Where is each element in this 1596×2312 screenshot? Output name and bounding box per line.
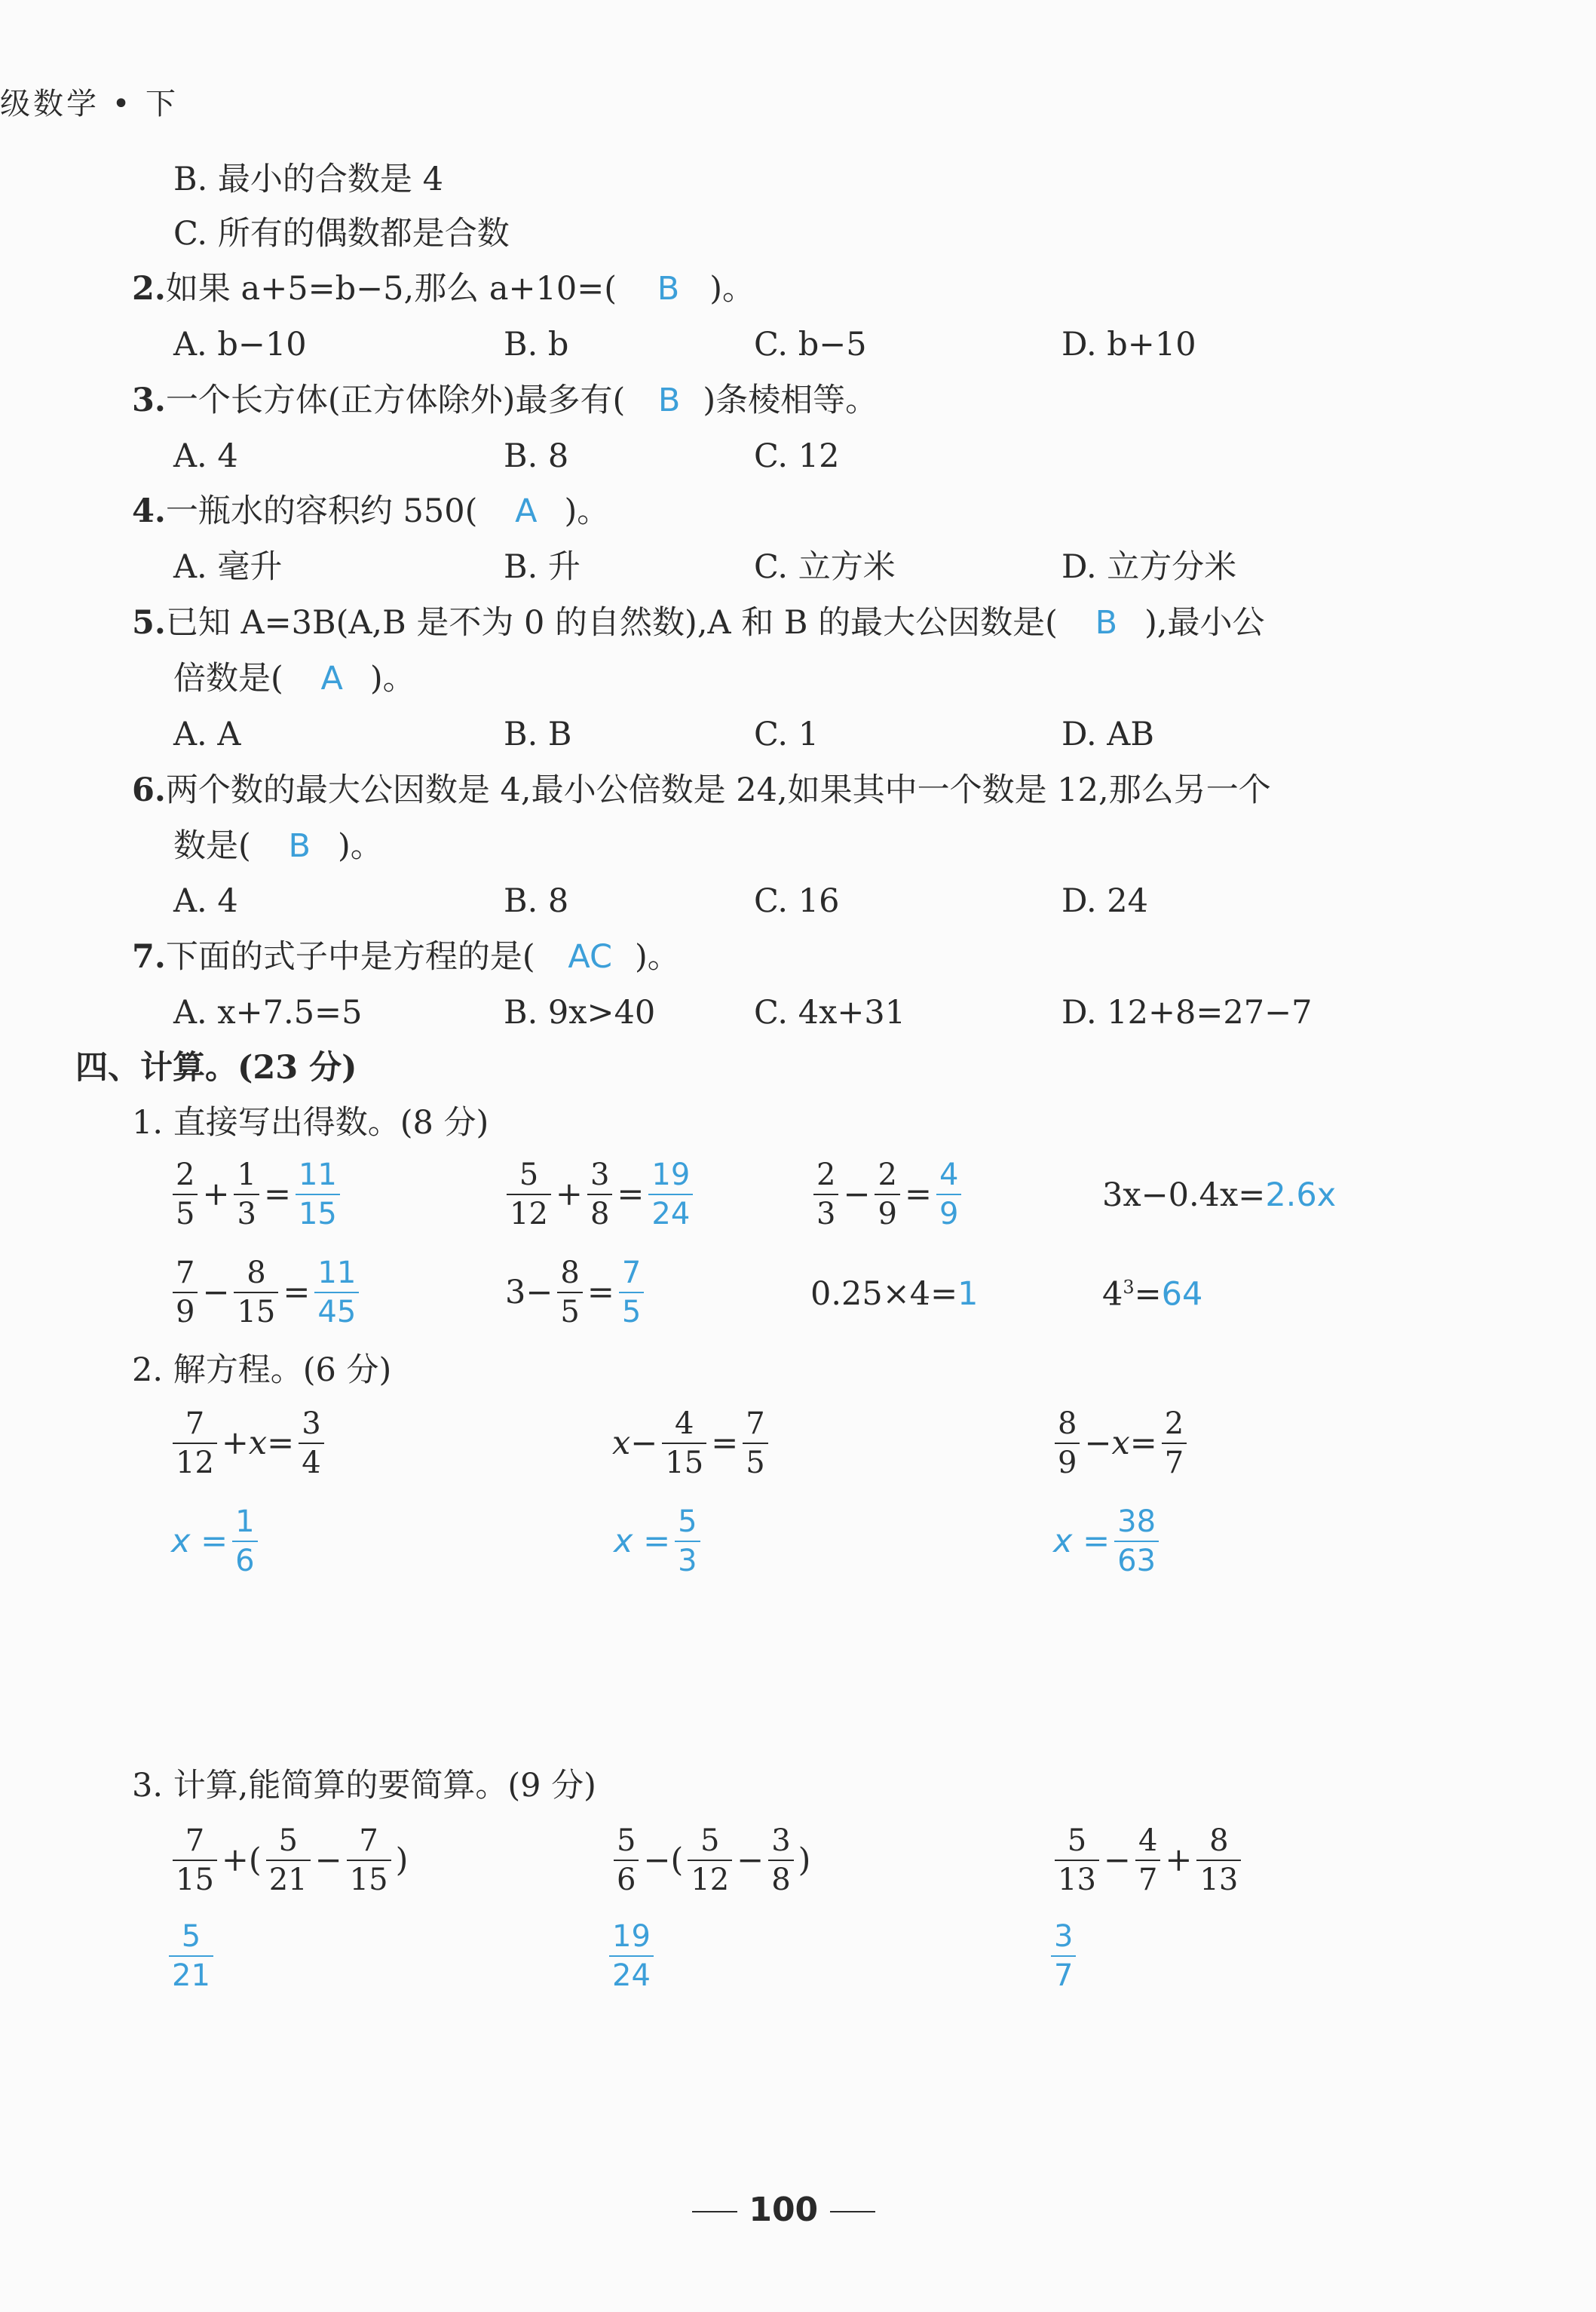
question-5-line2: 倍数是( A )。 <box>173 660 415 698</box>
page-number: 100 <box>692 2191 875 2229</box>
q4-option-c: C. 立方米 <box>754 548 896 586</box>
equation-1-answer: x = $\frac{1}{6}$ <box>170 1504 261 1578</box>
answer-q7: AC <box>568 938 613 976</box>
answer-q2: B <box>657 270 680 308</box>
calc-1-8: $4^3=64$ <box>1102 1275 1203 1314</box>
part-1-title: 1. 直接写出得数。(8 分) <box>132 1104 489 1142</box>
calc-1-1: $\frac{2}{5}$ + $\frac{1}{3}$ = $\frac{11}{15}$ <box>170 1158 343 1231</box>
equation-3: $\frac{8}{9}$ −x= $\frac{2}{7}$ <box>1052 1406 1190 1480</box>
answer-q4: A <box>515 492 538 530</box>
equation-2: x− $\frac{4}{15}$ = $\frac{7}{5}$ <box>611 1406 771 1480</box>
answer-q6: B <box>288 827 311 865</box>
q4-option-b: B. 升 <box>504 548 581 586</box>
question-6-line2: 数是( B )。 <box>173 827 383 865</box>
calc-1-2: $\frac{5}{12}$ + $\frac{3}{8}$ = $\frac{19}{24}$ <box>504 1158 696 1231</box>
q1-option-b: B. 最小的合数是 4 <box>173 161 443 198</box>
question-5: 5.已知 A=3B(A,B 是不为 0 的自然数),A 和 B 的最大公因数是( B ),最小公 <box>132 604 1265 642</box>
part-3-title: 3. 计算,能简算的要简算。(9 分) <box>132 1767 596 1805</box>
q2-option-c: C. b−5 <box>754 326 867 363</box>
q6-option-b: B. 8 <box>504 882 569 920</box>
q6-option-c: C. 16 <box>754 882 840 920</box>
q7-option-b: B. 9x>40 <box>504 994 656 1032</box>
answer-calc-1-6: $\frac{7}{5}$ <box>619 1256 644 1329</box>
equation-2-answer: x = $\frac{5}{3}$ <box>612 1504 703 1578</box>
equation-1: $\frac{7}{12}$ +x= $\frac{3}{4}$ <box>170 1406 327 1480</box>
part-2-title: 2. 解方程。(6 分) <box>132 1351 392 1389</box>
answer-calc-1-8: 64 <box>1161 1275 1203 1314</box>
answer-calc-1-3: $\frac{4}{9}$ <box>936 1158 961 1231</box>
q5-option-b: B. B <box>504 716 572 753</box>
q6-option-d: D. 24 <box>1061 882 1148 920</box>
page-header: 级数学 • 下 <box>0 87 179 121</box>
q4-option-a: A. 毫升 <box>173 548 283 586</box>
answer-calc-1-1: $\frac{11}{15}$ <box>296 1158 340 1231</box>
q5-option-d: D. AB <box>1061 716 1154 753</box>
calc-1-4: 3x−0.4x=2.6x <box>1102 1176 1337 1214</box>
simplify-1: $\frac{7}{15}$ +( $\frac{5}{21}$ − $\frac{7}{15}$ ) <box>170 1823 409 1897</box>
q3-option-c: C. 12 <box>754 437 840 475</box>
answer-calc-1-7: 1 <box>957 1275 979 1313</box>
calc-1-6: 3− $\frac{8}{5}$ = $\frac{7}{5}$ <box>504 1256 647 1329</box>
q2-option-a: A. b−10 <box>173 326 307 363</box>
calc-1-5: $\frac{7}{9}$ − $\frac{8}{15}$ = $\frac{11}{45}$ <box>170 1256 362 1329</box>
answer-calc-1-5: $\frac{11}{45}$ <box>314 1256 359 1329</box>
answer-calc-1-2: $\frac{19}{24}$ <box>648 1158 693 1231</box>
question-4: 4.一瓶水的容积约 550( A )。 <box>132 492 610 530</box>
section-4-title: 四、计算。(23 分) <box>75 1049 357 1087</box>
answer-q5-a: B <box>1095 604 1118 642</box>
q6-option-a: A. 4 <box>173 882 238 920</box>
question-2: 2.如果 a+5=b−5,那么 a+10=( B )。 <box>132 270 755 308</box>
simplify-2-answer: $\frac{19}{24}$ <box>606 1919 657 1993</box>
q4-option-d: D. 立方分米 <box>1061 548 1237 586</box>
simplify-3: $\frac{5}{13}$ − $\frac{4}{7}$ + $\frac{8}{13}$ <box>1052 1823 1244 1897</box>
calc-1-3: $\frac{2}{3}$ − $\frac{2}{9}$ = $\frac{4}{9}$ <box>810 1158 964 1231</box>
answer-q3: B <box>657 382 681 419</box>
q3-option-b: B. 8 <box>504 437 569 475</box>
question-3: 3.一个长方体(正方体除外)最多有( B )条棱相等。 <box>132 382 878 419</box>
q7-option-d: D. 12+8=27−7 <box>1061 994 1313 1032</box>
question-7: 7.下面的式子中是方程的是( AC )。 <box>132 938 680 976</box>
q2-option-d: D. b+10 <box>1061 326 1196 363</box>
answer-q5-b: A <box>320 660 343 698</box>
q5-option-c: C. 1 <box>754 716 819 753</box>
simplify-3-answer: $\frac{3}{7}$ <box>1048 1919 1079 1993</box>
q2-option-b: B. b <box>504 326 569 363</box>
answer-calc-1-4: 2.6x <box>1265 1176 1337 1214</box>
simplify-2: $\frac{5}{6}$ −( $\frac{5}{12}$ − $\frac{3}{8}$ ) <box>611 1823 812 1897</box>
q7-option-a: A. x+7.5=5 <box>173 994 363 1032</box>
question-6: 6.两个数的最大公因数是 4,最小公倍数是 24,如果其中一个数是 12,那么另一个 <box>132 771 1271 809</box>
simplify-1-answer: $\frac{5}{21}$ <box>166 1919 216 1993</box>
q1-option-c: C. 所有的偶数都是合数 <box>173 215 510 253</box>
q3-option-a: A. 4 <box>173 437 238 475</box>
equation-3-answer: x = $\frac{38}{63}$ <box>1052 1504 1162 1578</box>
q5-option-a: A. A <box>173 716 241 753</box>
calc-1-7: 0.25×4=1 <box>810 1275 979 1313</box>
q7-option-c: C. 4x+31 <box>754 994 906 1032</box>
